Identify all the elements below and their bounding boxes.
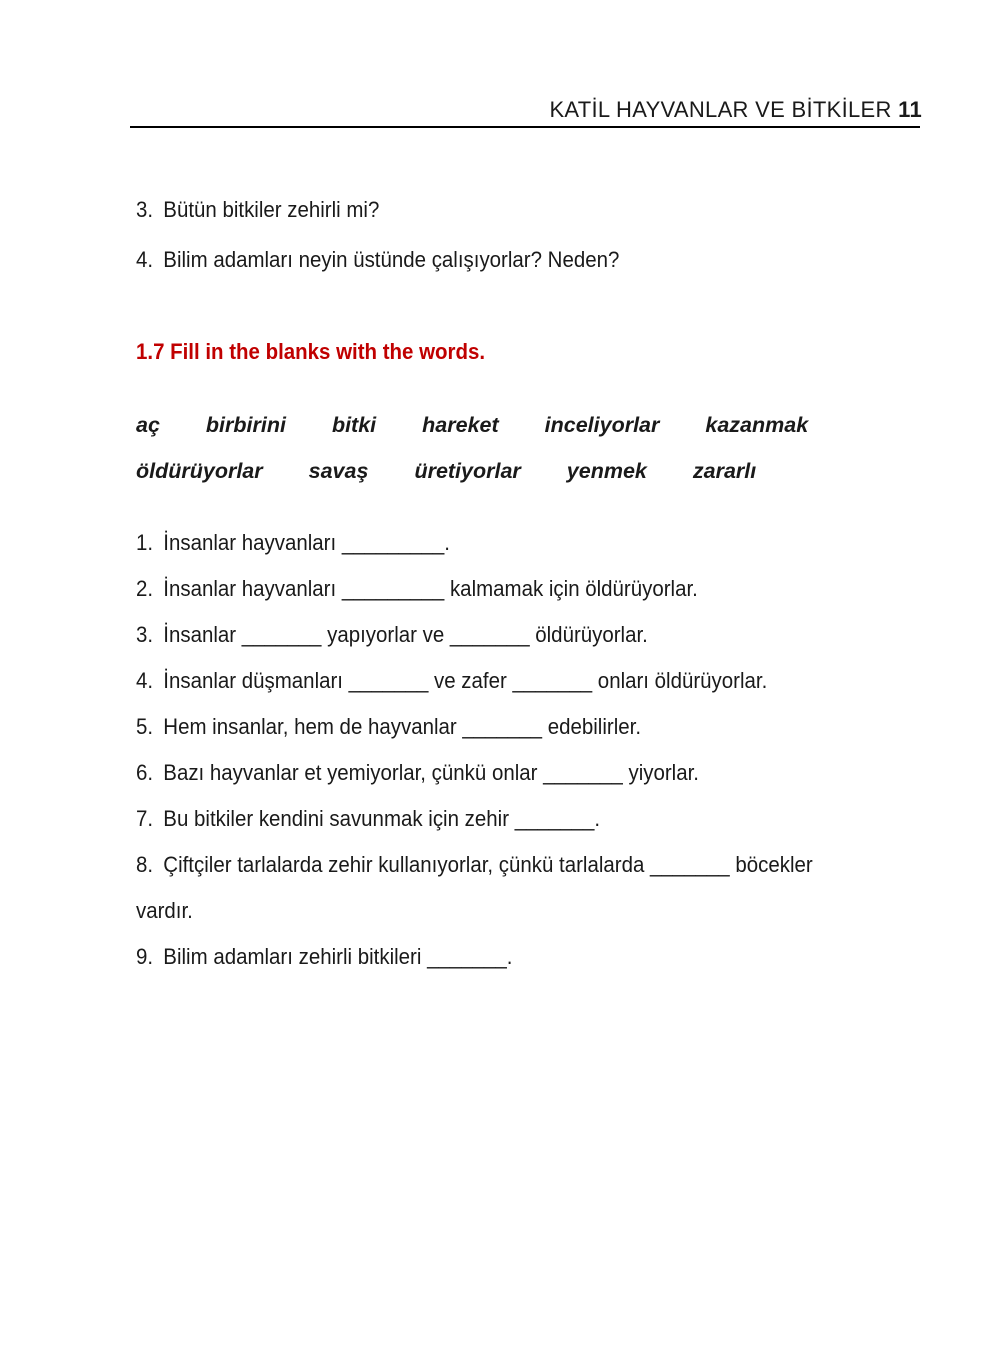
word-bank-word: hareket bbox=[422, 413, 499, 437]
fill-in-list bbox=[136, 520, 922, 980]
question-number: 4. bbox=[136, 247, 154, 272]
item-number: 9. bbox=[136, 944, 154, 969]
word-bank-word: savaş bbox=[308, 459, 369, 483]
item-number: 1. bbox=[136, 530, 154, 555]
question-item bbox=[136, 196, 922, 224]
word-bank-word: kazanmak bbox=[705, 413, 809, 437]
fill-item bbox=[136, 566, 922, 612]
item-number: 8. bbox=[136, 852, 154, 877]
word-bank-word: üretiyorlar bbox=[414, 459, 521, 483]
item-number: 7. bbox=[136, 806, 154, 831]
fill-item bbox=[136, 934, 922, 980]
fill-item bbox=[136, 750, 922, 796]
item-text: Çiftçiler tarlalarda zehir kullanıyorlar, çünkü tarlalarda _______ böcekler bbox=[163, 852, 813, 877]
word-bank-word: zararlı bbox=[692, 459, 757, 483]
item-text-wrap: vardır. bbox=[136, 898, 193, 923]
word-bank-word: öldürüyorlar bbox=[136, 459, 263, 483]
fill-item bbox=[136, 704, 922, 750]
item-number: 4. bbox=[136, 668, 154, 693]
question-number: 3. bbox=[136, 197, 154, 222]
fill-item bbox=[136, 842, 922, 934]
word-bank bbox=[136, 402, 922, 494]
item-number: 3. bbox=[136, 622, 154, 647]
question-item bbox=[136, 246, 922, 274]
page-content bbox=[136, 0, 922, 980]
item-text: İnsanlar hayvanları _________. bbox=[163, 530, 450, 555]
fill-item bbox=[136, 520, 922, 566]
item-text: Bazı hayvanlar et yemiyorlar, çünkü onlar _______ yiyorlar. bbox=[163, 760, 699, 785]
header-title: KATİL HAYVANLAR VE BİTKİLER bbox=[549, 97, 892, 122]
header-rule bbox=[130, 126, 920, 128]
section-heading: 1.7 Fill in the blanks with the words. bbox=[136, 339, 486, 364]
item-text: Bu bitkiler kendini savunmak için zehir _______. bbox=[163, 806, 601, 831]
item-text: İnsanlar _______ yapıyorlar ve _______ öldürüyorlar. bbox=[163, 622, 648, 647]
item-number: 2. bbox=[136, 576, 154, 601]
item-number: 6. bbox=[136, 760, 154, 785]
doc-header bbox=[136, 0, 922, 123]
question-text: Bilim adamları neyin üstünde çalışıyorlar? Neden? bbox=[163, 247, 620, 272]
word-bank-row bbox=[136, 448, 922, 494]
question-text: Bütün bitkiler zehirli mi? bbox=[163, 197, 380, 222]
fill-item bbox=[136, 612, 922, 658]
word-bank-word: bitki bbox=[331, 413, 377, 437]
fill-item bbox=[136, 796, 922, 842]
word-bank-word: yenmek bbox=[566, 459, 647, 483]
item-number: 5. bbox=[136, 714, 154, 739]
page-number: 11 bbox=[898, 97, 922, 122]
word-bank-word: birbirini bbox=[205, 413, 286, 437]
word-bank-word: aç bbox=[136, 413, 160, 437]
item-text: Hem insanlar, hem de hayvanlar _______ edebilirler. bbox=[163, 714, 642, 739]
item-text: İnsanlar düşmanları _______ ve zafer _______ onları öldürüyorlar. bbox=[163, 668, 768, 693]
word-bank-word: inceliyorlar bbox=[544, 413, 660, 437]
item-text: İnsanlar hayvanları _________ kalmamak için öldürüyorlar. bbox=[163, 576, 698, 601]
word-bank-row bbox=[136, 402, 922, 448]
fill-item bbox=[136, 658, 922, 704]
item-text: Bilim adamları zehirli bitkileri _______. bbox=[163, 944, 513, 969]
